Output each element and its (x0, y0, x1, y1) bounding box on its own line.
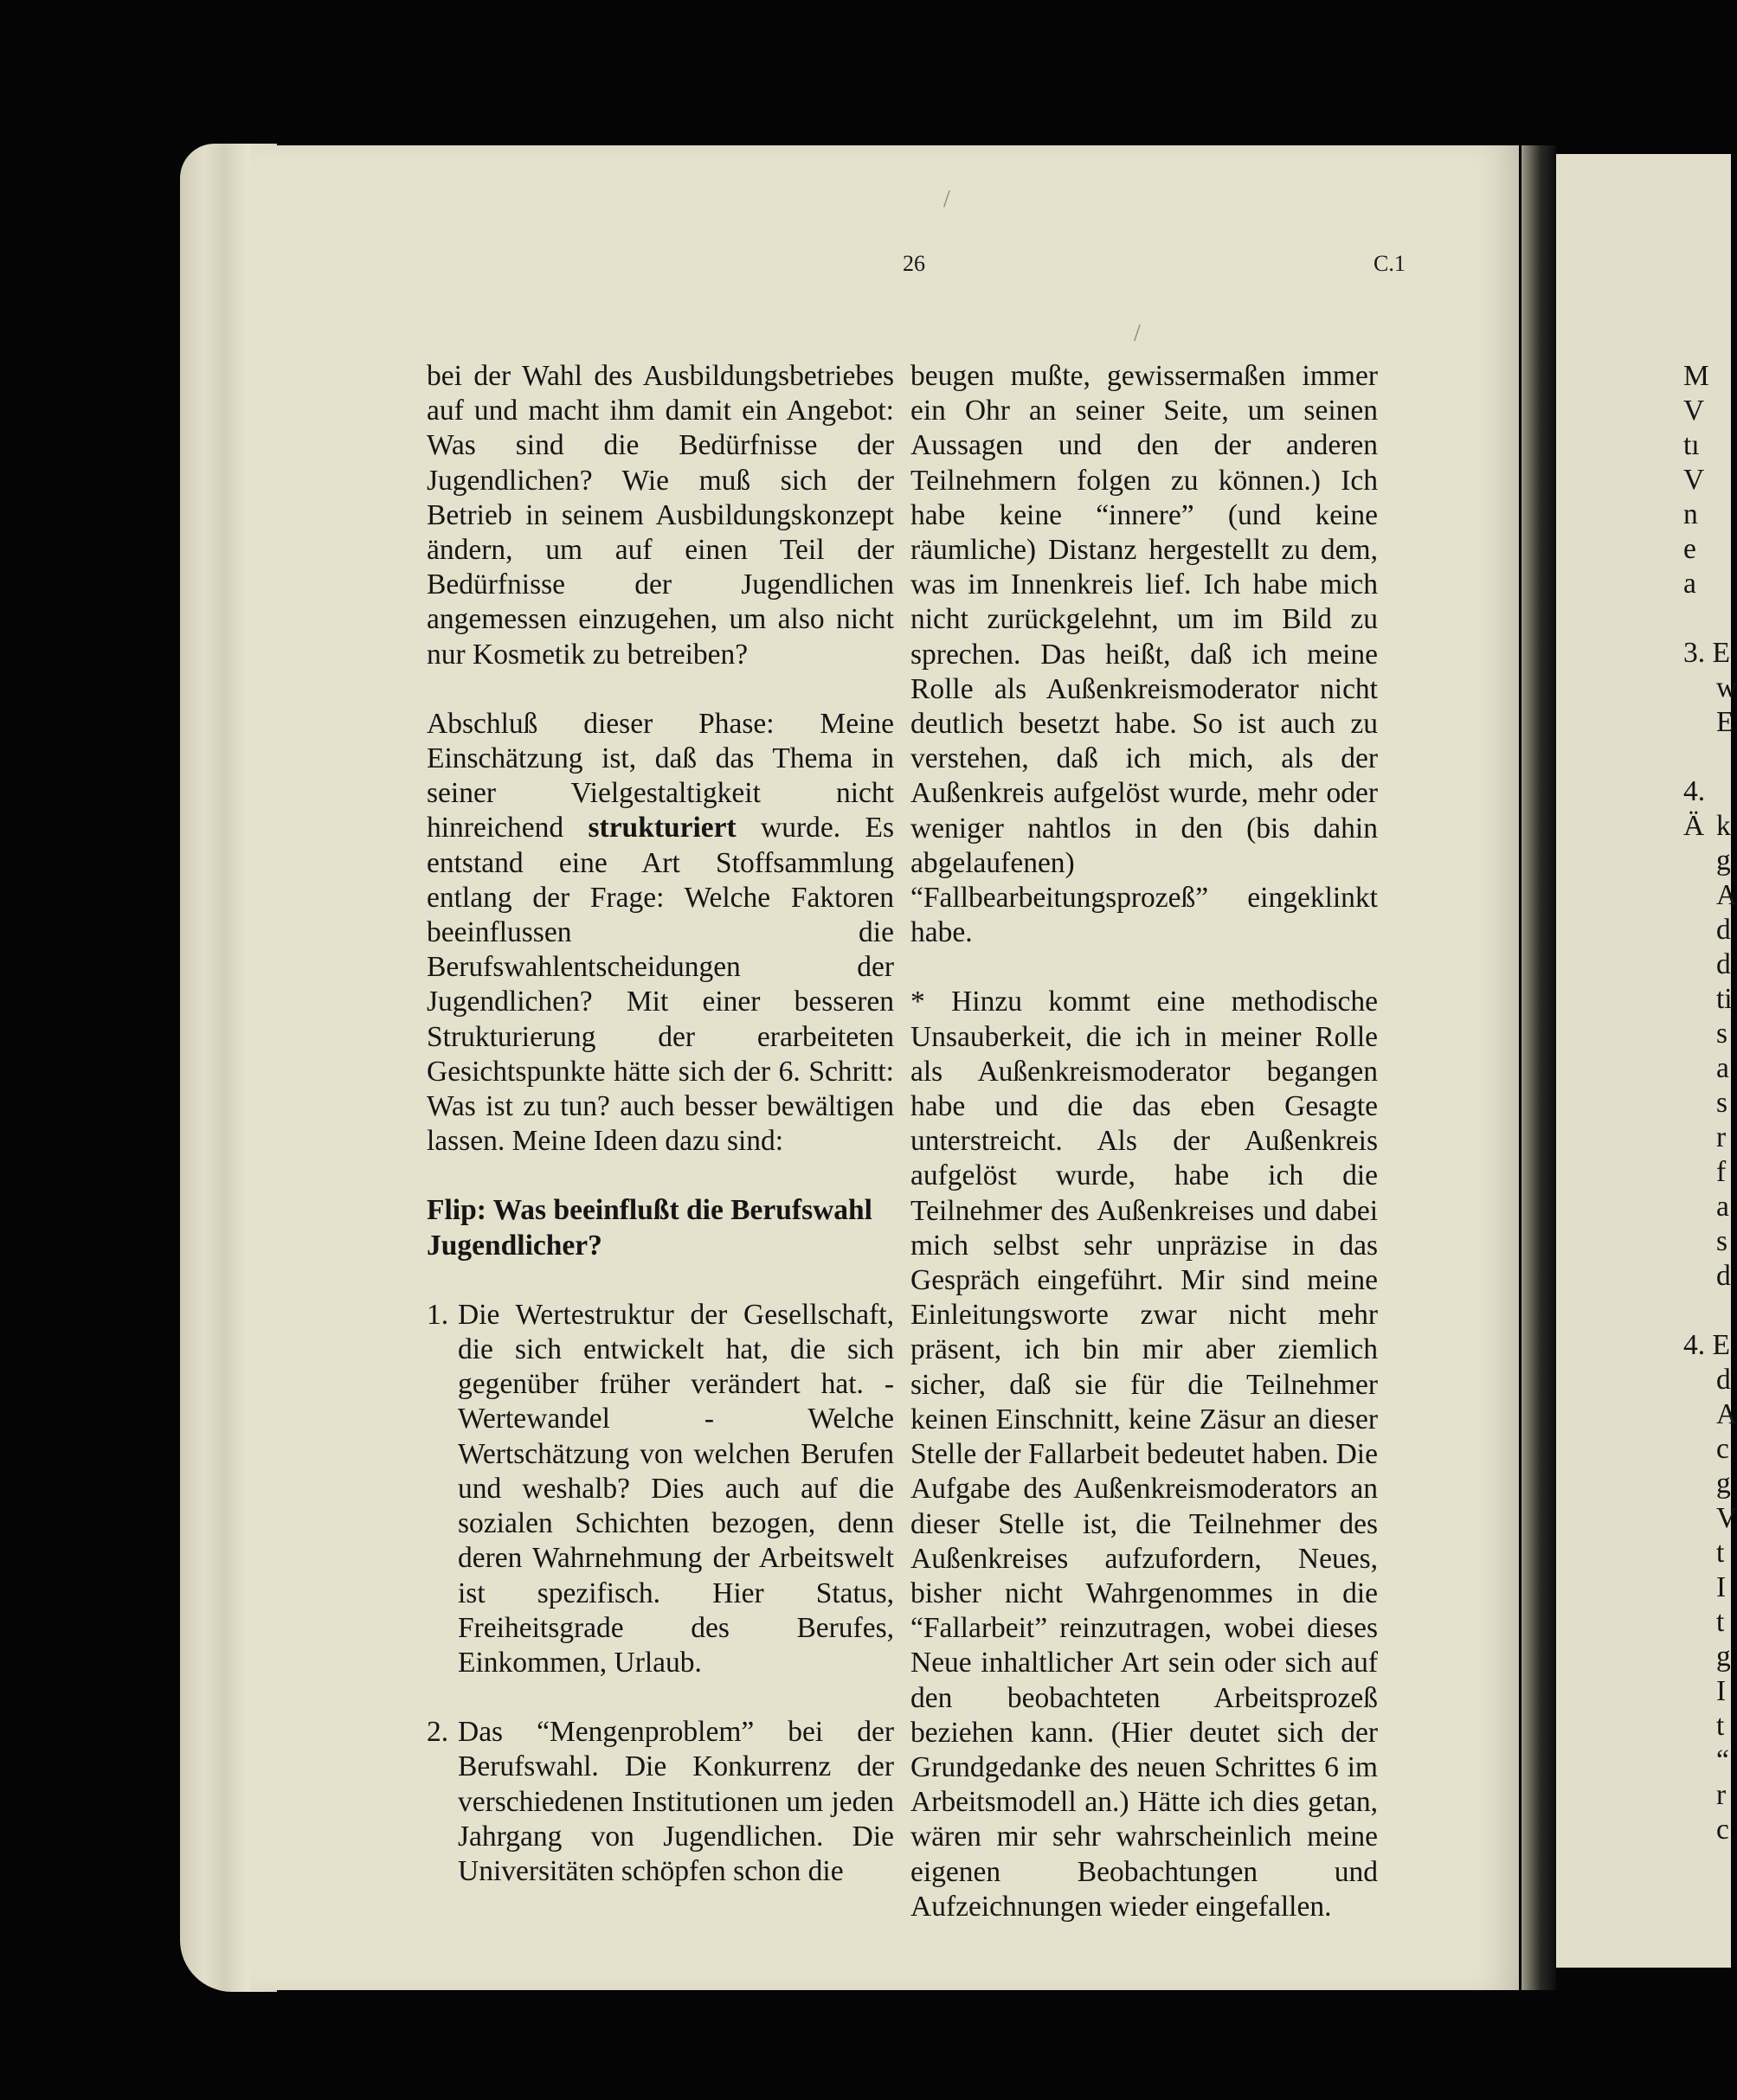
paragraph: beugen mußte, gewissermaßen immer ein Ohr an seiner Seite, um seinen Aussagen und den der anderen Teilnehmern folgen zu können.) Ich habe keine “innere” (und keine räumliche) Distanz hergestellt zu dem, was im Innenkreis lief. Ich habe mich nicht zurückgelehnt, um im Bild zu sprechen. Das heißt, daß ich meine Rolle als Außenkreismoderator nicht deutlich besetzt habe. So ist auch zu verstehen, daß ich mich, als der Außenkreis aufgelöst wurde, mehr oder weniger nahtlos in den (bis dahin abgelaufenen) “Fallbearbeitungsprozeß” eingeklinkt habe. (910, 360, 1378, 949)
fragment: k (1716, 810, 1731, 842)
pencil-mark: / (1134, 320, 1141, 347)
fragment: t (1716, 1606, 1725, 1638)
fragment: V (1683, 464, 1705, 496)
next-page-edge (1556, 154, 1731, 1968)
fragment: d (1716, 914, 1731, 946)
paragraph-text: wurde. Es entstand eine Art Stoffsammlung entlang der Frage: Welche Faktoren beeinflussen die Berufswahlentscheidungen der Jugendlichen? Mit einer besseren Strukturierung der erarbeiteten Gesichtspunkte hätte sich der 6. Schritt: Was ist zu tun? auch besser bewältigen lassen. Meine Ideen dazu sind: (427, 812, 894, 1158)
list-item (427, 1298, 894, 1680)
paragraph (427, 707, 894, 1159)
fragment: r (1716, 1121, 1727, 1153)
fragment: r (1716, 1779, 1727, 1811)
fragment: n (1683, 498, 1698, 530)
fragment: g (1716, 1467, 1731, 1500)
paragraph: bei der Wahl des Ausbildungsbetriebes auf und macht ihm damit ein Angebot: Was sind die Bedürfnisse der Jugendlichen? Wie muß sich der Betrieb in seinem Ausbildungskonzept ändern, um auf einen Teil der Bedürfnisse der Jugendlichen angemessen einzugehen, um also nicht nur Kosmetik zu betreiben? (427, 360, 894, 671)
fragment: 3. E (1683, 637, 1730, 669)
fragment: E (1716, 706, 1734, 738)
fragment: w (1716, 671, 1737, 703)
left-column (427, 359, 894, 1923)
fragment: I (1716, 1675, 1727, 1707)
fragment: “ (1716, 1744, 1729, 1776)
list-item-text: Das “Mengenproblem” bei der Berufswahl. Die Konkurrenz der verschiedenen Institutionen um jeden Jahrgang von Jugendlichen. Die Universitäten schöpfen schon die (458, 1716, 894, 1887)
fragment: d (1716, 1364, 1731, 1396)
list-item-text: Die Wertestruktur der Gesellschaft, die sich entwickelt hat, die sich gegenüber früher verändert hat. - Wertewandel - Welche Wertschätzung von welchen Berufen und weshalb? Dies auch auf die sozialen Schichten bezogen, denn deren Wahrnehmung der Arbeitswelt ist spezifisch. Hier Status, Freiheitsgrade des Berufes, Einkommen, Urlaub. (458, 1298, 894, 1679)
book-gutter (1521, 145, 1556, 1990)
fragment: I (1716, 1571, 1727, 1603)
fragment: 4. E (1683, 1329, 1730, 1361)
fragment: a (1683, 568, 1696, 600)
paragraph: * Hinzu kommt eine methodische Unsauberkeit, die ich in meiner Rolle als Außenkreismoderator begangen habe und die das eben Gesagte unterstreicht. Als der Außenkreis aufgelöst wurde, habe ich die Teilnehmer des Außenkreises und dabei mich selbst sehr unpräzise in das Gespräch eingeführt. Mir sind meine Einleitungsworte zwar nicht mehr präsent, ich bin mir aber ziemlich sicher, daß sie für die Teilnehmer keinen Einschnitt, keine Zäsur an dieser Stelle der Fallarbeit bedeutet haben. Die Aufgabe des Außenkreismoderators an dieser Stelle ist, die Teilnehmer des Außenkreises aufzufordern, Neues, bisher nicht Wahrgenommes in die “Fallarbeit” reinzutragen, wobei dieses Neue inhaltlicher Art sein oder sich auf den beobachteten Arbeitsprozeß beziehen kann. (Hier deutet sich der Grundgedanke des neuen Schrittes 6 im Arbeitsmodell an.) Hätte ich dies getan, wären mir sehr wahrscheinlich meine eigenen Beobachtungen und Aufzeichnungen wieder eingefallen. (910, 986, 1378, 1923)
section-label: C.1 (1374, 251, 1406, 276)
fragment: a (1716, 1191, 1729, 1223)
fragment: t (1716, 1537, 1725, 1569)
right-column (910, 359, 1378, 1959)
emphasis: strukturiert (588, 812, 737, 844)
fragment: M (1683, 360, 1709, 392)
fragment: s (1716, 1087, 1728, 1119)
fragment: A (1716, 879, 1737, 911)
fragment: ti (1716, 983, 1733, 1015)
fragment: V (1683, 395, 1705, 427)
list-item (427, 1715, 894, 1889)
fragment: g (1716, 844, 1731, 877)
list-number: 1. (427, 1298, 449, 1331)
fragment: tı (1683, 429, 1700, 461)
fragment: V (1716, 1502, 1737, 1534)
list-number: 2. (427, 1716, 449, 1749)
fragment: 4. Ä (1683, 775, 1706, 843)
pencil-mark: / (943, 186, 950, 213)
fragment: d (1716, 948, 1731, 980)
paragraph-text: Abschluß dieser Phase: Meine Einschätzung ist, daß das Thema in seiner Vielgestaltigkeit nicht hinreichend (427, 707, 894, 844)
fragment: d (1716, 1260, 1731, 1292)
fragment: c (1716, 1433, 1729, 1465)
fragment: f (1716, 1156, 1727, 1188)
fragment: g (1716, 1641, 1731, 1673)
fragment: a (1716, 1052, 1729, 1084)
fragment: e (1683, 533, 1696, 565)
fragment: c (1716, 1814, 1729, 1846)
fragment: t (1716, 1710, 1725, 1742)
section-heading: Flip: Was beeinflußt die Berufswahl Jugendlicher? (427, 1194, 872, 1262)
page-number: 26 (903, 251, 925, 276)
numbered-list (427, 1298, 894, 1889)
fragment: s (1716, 1018, 1728, 1050)
fragment: A (1716, 1398, 1737, 1430)
fragment: s (1716, 1225, 1728, 1257)
